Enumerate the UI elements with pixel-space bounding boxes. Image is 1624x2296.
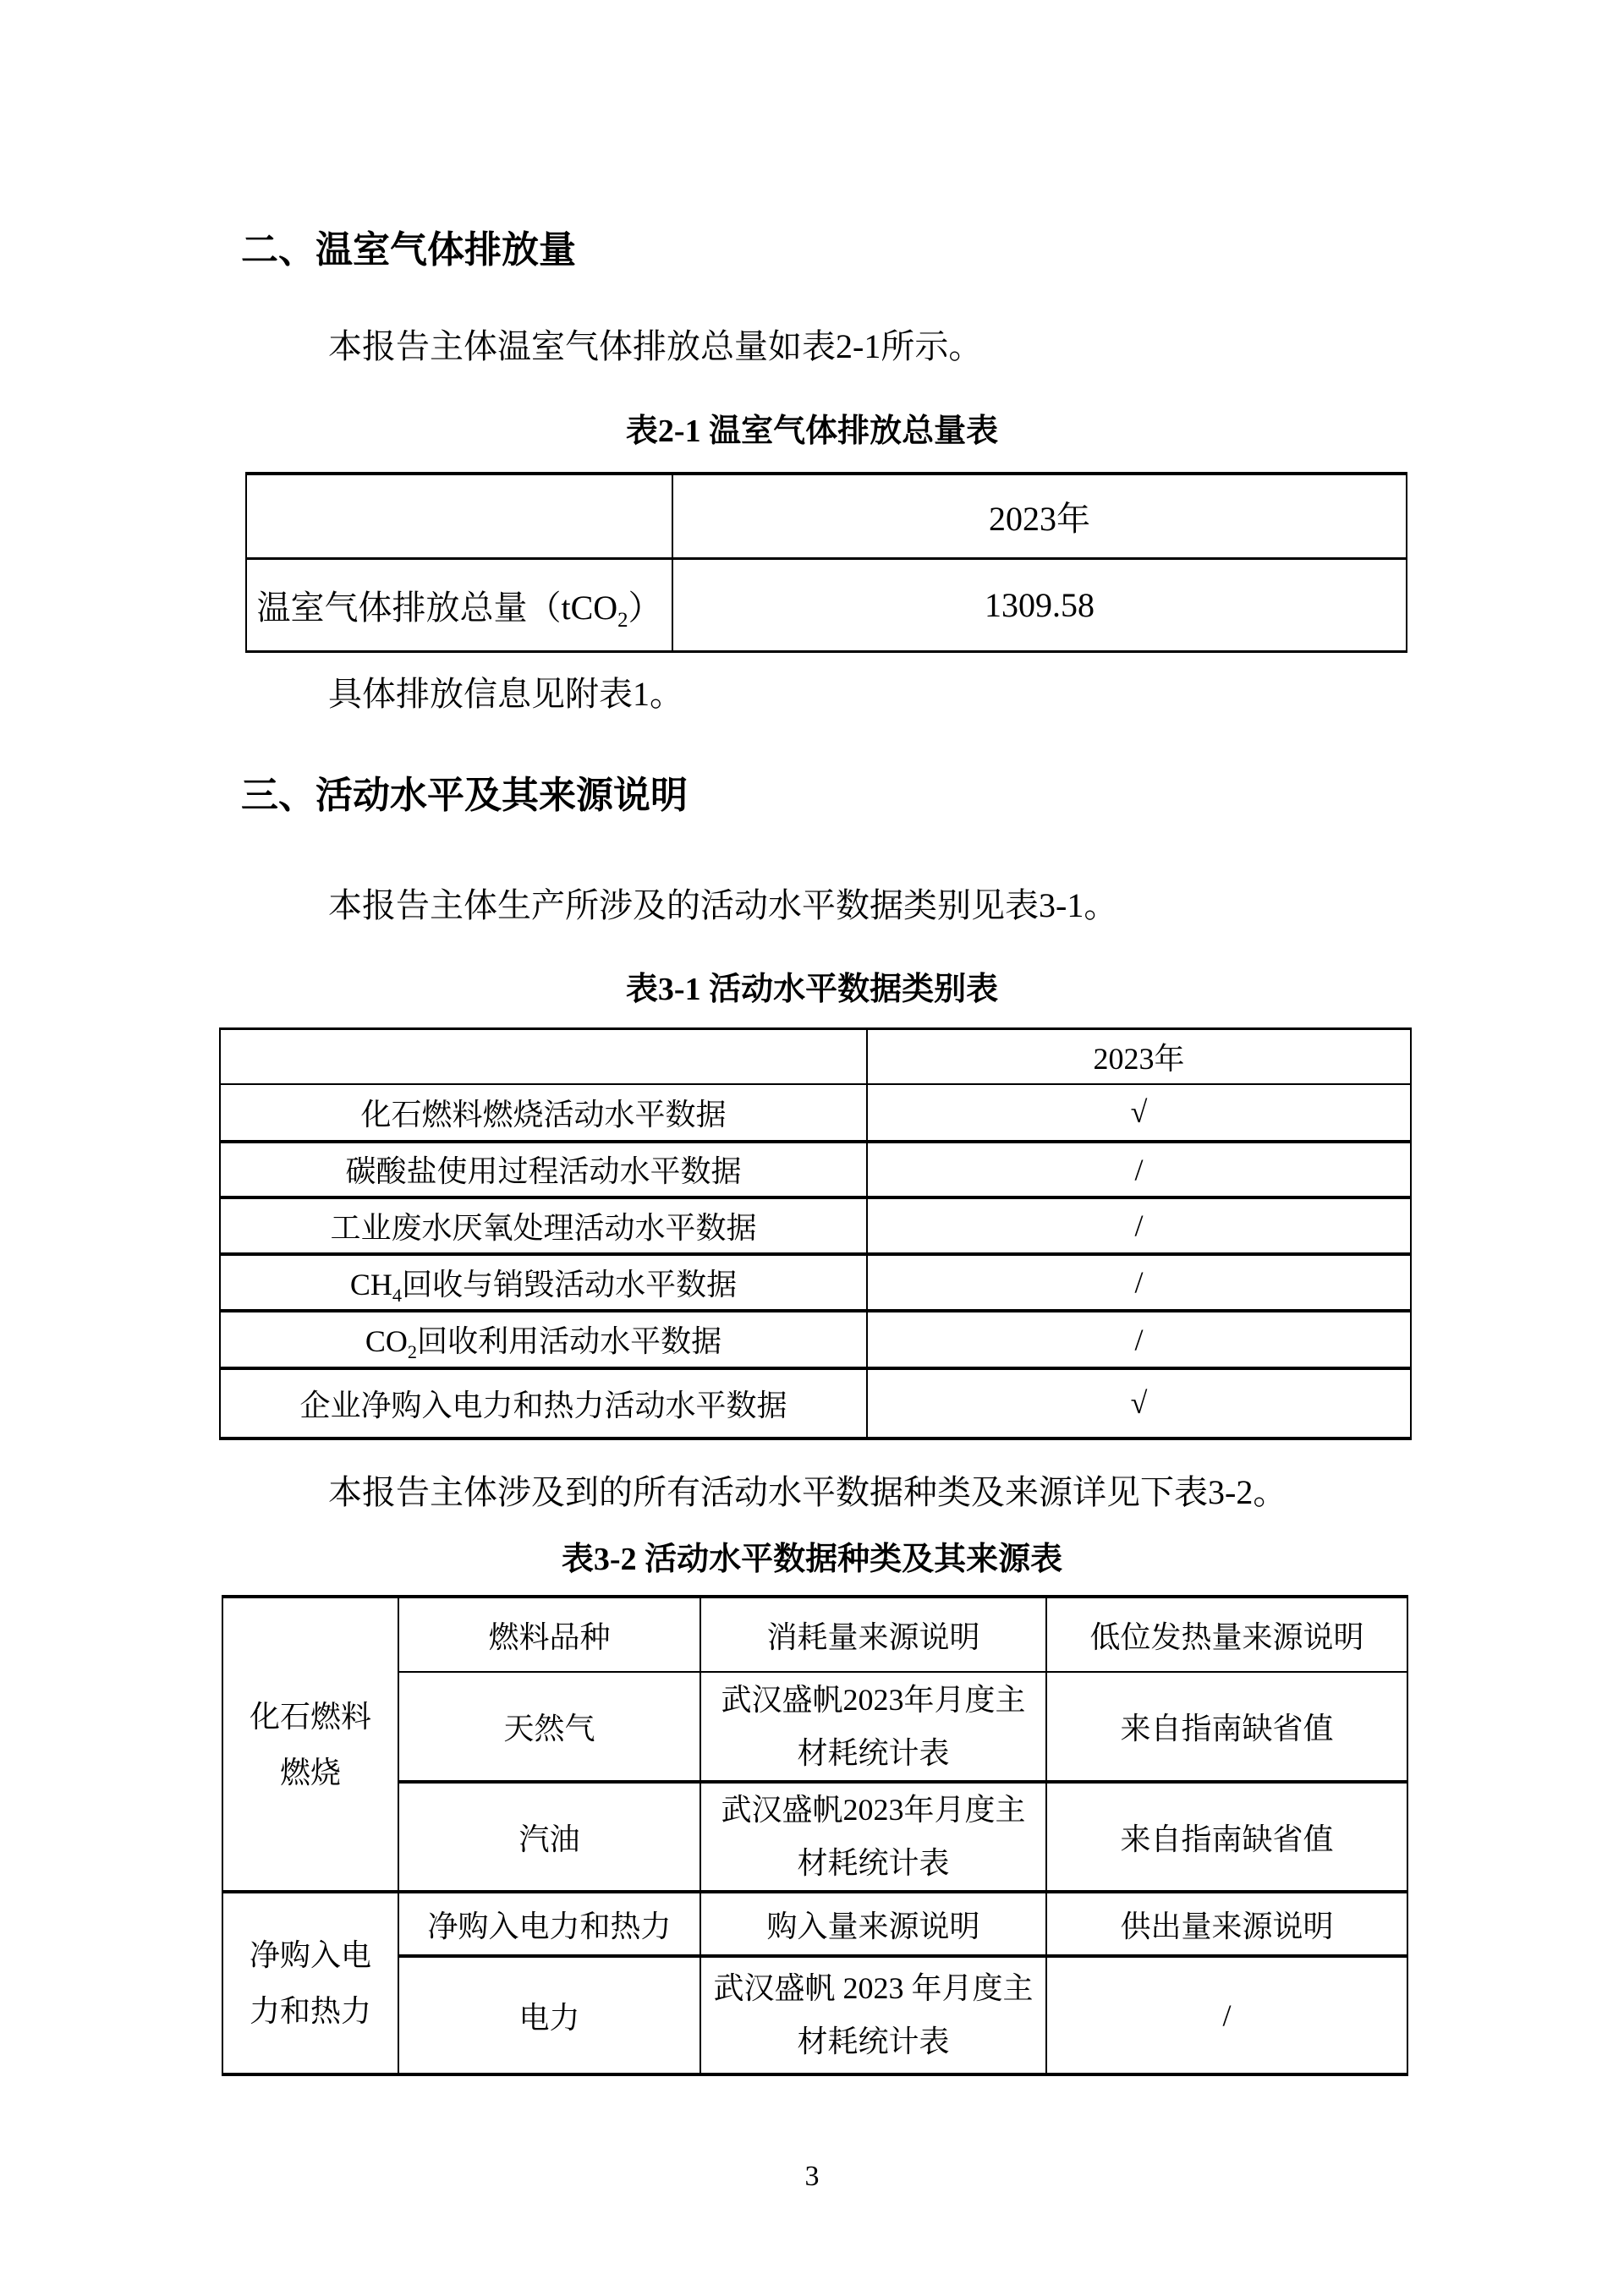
t32-fuel-cell: 电力 <box>398 1956 700 2074</box>
table-3-1-title: 表3-1 活动水平数据类别表 <box>625 972 999 1007</box>
t32-fuel-cell: 汽油 <box>398 1782 700 1892</box>
section-2-note-paragraph: 具体排放信息见附表1。 <box>328 675 683 713</box>
t32-category-purchased-power-cell <box>222 1892 398 2074</box>
table-row <box>222 1892 1407 1956</box>
t32-source-line: 武汉盛帆2023年月度主 <box>721 1793 1026 1827</box>
t32-consumption-source-cell <box>700 1672 1046 1782</box>
t21-year-header-cell: 2023年 <box>672 474 1407 558</box>
t31-check-cell: / <box>867 1254 1411 1311</box>
table-row <box>220 1368 1411 1438</box>
section-3-intro-paragraph: 本报告主体生产所涉及的活动水平数据类别见表3-1。 <box>328 886 1118 924</box>
section-3-sources-paragraph: 本报告主体涉及到的所有活动水平数据种类及来源详见下表3-2。 <box>328 1473 1287 1511</box>
t21-empty-header-cell <box>246 474 672 558</box>
t32-fuel-type-header-cell: 燃料品种 <box>398 1597 700 1672</box>
table-row <box>222 1672 1407 1782</box>
t31-row-label: 工业废水厌氧处理活动水平数据 <box>330 1210 757 1245</box>
t32-category-fossil-fuel-cell <box>222 1597 398 1892</box>
t32-fuel-cell: 天然气 <box>398 1672 700 1782</box>
table-row <box>220 1084 1411 1142</box>
t31-check-cell: / <box>867 1142 1411 1197</box>
table-2-1 <box>245 472 1407 653</box>
t21-total-value-cell: 1309.58 <box>672 558 1407 651</box>
t31-row-label-cell <box>220 1142 867 1197</box>
t31-check-cell: / <box>867 1311 1411 1368</box>
t31-check-cell: / <box>867 1197 1411 1254</box>
table-row <box>220 1311 1411 1368</box>
t31-row-label-cell <box>220 1197 867 1254</box>
t31-row-label-cell <box>220 1311 867 1368</box>
table-row <box>222 1782 1407 1892</box>
t32-heating-source-cell: / <box>1046 1956 1407 2074</box>
t31-check-cell: √ <box>867 1368 1411 1438</box>
t21-total-label-cell <box>246 558 672 651</box>
t32-purchased-power-header-cell: 净购入电力和热力 <box>398 1892 700 1956</box>
t31-row-label: 碳酸盐使用过程活动水平数据 <box>345 1154 742 1188</box>
t32-heating-source-cell: 来自指南缺省值 <box>1046 1672 1407 1782</box>
t31-row-label: 化石燃料燃烧活动水平数据 <box>360 1097 727 1132</box>
section-2-intro-paragraph: 本报告主体温室气体排放总量如表2-1所示。 <box>328 327 983 365</box>
t32-source-line: 武汉盛帆2023年月度主 <box>721 1682 1026 1717</box>
t32-consumption-source-header-cell: 消耗量来源说明 <box>700 1597 1046 1672</box>
t31-row-label-cell <box>220 1254 867 1311</box>
table-row <box>246 558 1407 651</box>
section-3-heading: 三、活动水平及其来源说明 <box>241 775 688 816</box>
t32-source-line: 材耗统计表 <box>797 1846 950 1880</box>
page-number: 3 <box>804 2161 820 2192</box>
t31-row-label: 企业净购入电力和热力活动水平数据 <box>299 1388 787 1422</box>
table-row <box>220 1197 1411 1254</box>
t32-source-line: 材耗统计表 <box>797 1735 950 1770</box>
t32-consumption-source-cell <box>700 1956 1046 2074</box>
t32-source-line: 材耗统计表 <box>797 2025 950 2058</box>
t31-row-label-cell <box>220 1368 867 1438</box>
table-3-2-title: 表3-2 活动水平数据种类及其来源表 <box>561 1542 1063 1577</box>
t31-row-label: CH <box>349 1267 392 1301</box>
table-3-2 <box>222 1595 1408 2076</box>
table-row <box>246 474 1407 558</box>
t32-purchase-amount-header-cell: 购入量来源说明 <box>700 1892 1046 1956</box>
t32-supply-amount-header-cell: 供出量来源说明 <box>1046 1892 1407 1956</box>
t31-row-label-subscript: 2 <box>407 1341 418 1363</box>
t21-total-label-subscript: 2 <box>617 608 628 632</box>
section-2-heading: 二、温室气体排放量 <box>241 229 576 271</box>
table-3-1 <box>219 1027 1412 1440</box>
t32-heating-source-cell: 来自指南缺省值 <box>1046 1782 1407 1892</box>
t31-row-label-end: 回收利用活动水平数据 <box>417 1324 722 1358</box>
t32-category-line: 燃烧 <box>279 1755 341 1789</box>
t31-row-label-subscript: 4 <box>392 1284 403 1306</box>
table-row <box>220 1254 1411 1311</box>
t31-row-label-cell <box>220 1084 867 1142</box>
t32-category-line: 力和热力 <box>249 1994 371 2028</box>
t31-check-cell: √ <box>867 1084 1411 1142</box>
t31-year-header-cell: 2023年 <box>867 1029 1411 1084</box>
t21-total-label-end: ） <box>628 588 662 627</box>
table-row <box>222 1956 1407 2074</box>
t32-source-line: 武汉盛帆 2023 年月度主 <box>713 1971 1034 2005</box>
table-row <box>220 1029 1411 1084</box>
t31-row-label-end: 回收与销毁活动水平数据 <box>402 1267 738 1301</box>
table-row <box>220 1142 1411 1197</box>
t32-category-line: 净购入电 <box>249 1938 371 1972</box>
t32-heating-value-source-header-cell: 低位发热量来源说明 <box>1046 1597 1407 1672</box>
t32-consumption-source-cell <box>700 1782 1046 1892</box>
t21-total-label: 温室气体排放总量（tCO <box>256 588 618 627</box>
t31-row-label: CO <box>365 1324 408 1358</box>
t31-empty-header-cell <box>220 1029 867 1084</box>
table-2-1-title: 表2-1 温室气体排放总量表 <box>625 414 999 449</box>
table-row <box>222 1597 1407 1672</box>
t32-category-line: 化石燃料 <box>249 1699 371 1734</box>
